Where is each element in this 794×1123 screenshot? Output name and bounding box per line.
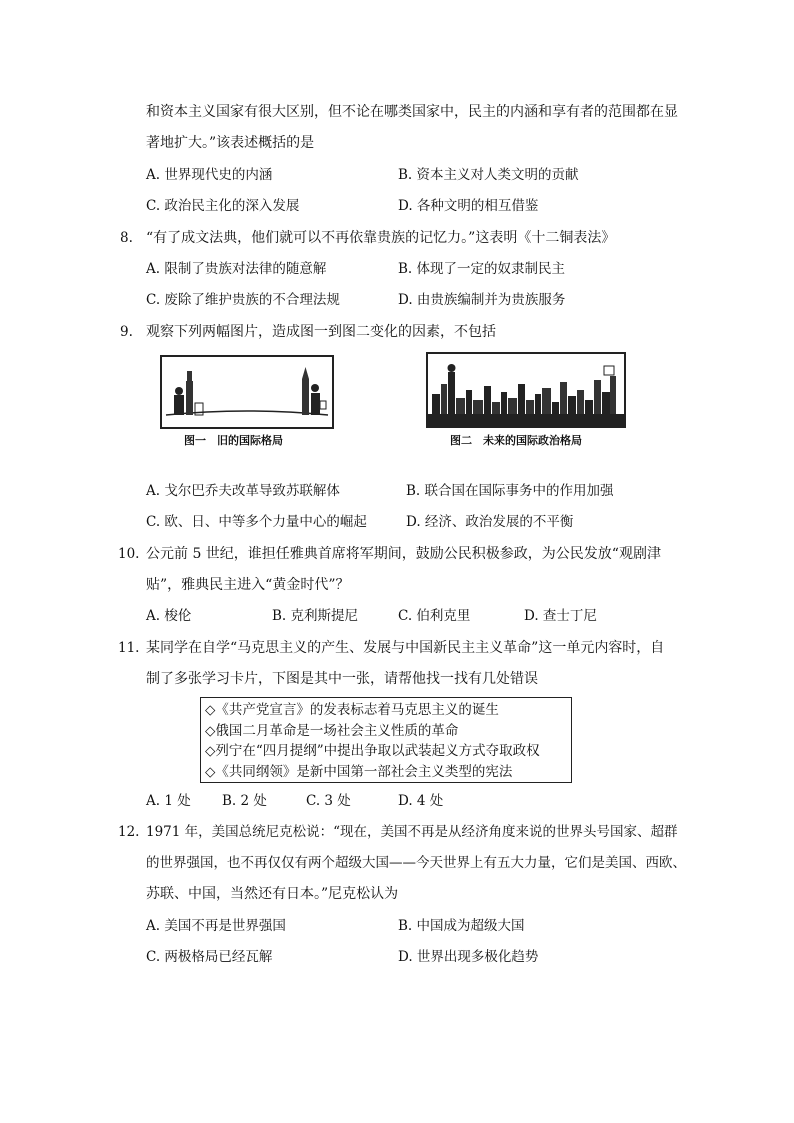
q12-number: 12.	[118, 824, 140, 840]
study-card-line-4: ◇《共同纲领》是新中国第一部社会主义类型的宪法	[205, 763, 513, 780]
study-card-line-1: ◇《共产党宣言》的发表标志着马克思主义的诞生	[205, 702, 499, 718]
figure1-caption: 图一 旧的国际格局	[184, 434, 283, 447]
q10-option-c[interactable]: C. 伯利克里	[398, 608, 471, 624]
q7-stem-line1: 和资本主义国家有很大区别，但不论在哪类国家中，民主的内涵和享有者的范围都在显	[146, 104, 678, 120]
q7-option-b[interactable]: B. 资本主义对人类文明的贡献	[398, 167, 579, 183]
q7-option-d[interactable]: D. 各种文明的相互借鉴	[398, 198, 539, 214]
figure2-illustration	[428, 354, 624, 426]
study-card	[200, 697, 572, 783]
q9-option-b[interactable]: B. 联合国在国际事务中的作用加强	[406, 483, 614, 499]
q12-option-c[interactable]: C. 两极格局已经瓦解	[146, 949, 273, 965]
q10-number: 10.	[118, 546, 140, 562]
q9-option-a[interactable]: A. 戈尔巴乔夫改革导致苏联解体	[146, 483, 340, 499]
q9-option-c[interactable]: C. 欧、日、中等多个力量中心的崛起	[146, 514, 367, 530]
q8-stem: “有了成文法典，他们就可以不再依靠贵族的记忆力。”这表明《十二铜表法》	[146, 230, 616, 246]
q12-option-a[interactable]: A. 美国不再是世界强国	[146, 918, 286, 934]
q10-stem-line1: 公元前 5 世纪，谁担任雅典首席将军期间，鼓励公民积极参政，为公民发放“观剧津	[146, 546, 661, 562]
q11-stem-line1: 某同学在自学“马克思主义的产生、发展与中国新民主主义革命”这一单元内容时，自	[146, 640, 665, 656]
study-card-line-3: ◇列宁在“四月提纲”中提出争取以武装起义方式夺取政权	[205, 743, 540, 759]
q9-option-d[interactable]: D. 经济、政治发展的不平衡	[406, 514, 574, 530]
figure2-caption: 图二 未来的国际政治格局	[450, 434, 582, 447]
q12-option-d[interactable]: D. 世界出现多极化趋势	[398, 949, 539, 965]
q12-stem-line3: 苏联、中国，当然还有日本。”尼克松认为	[146, 886, 399, 902]
figure1-illustration	[162, 357, 332, 427]
q10-option-d[interactable]: D. 查士丁尼	[524, 608, 597, 624]
q8-number: 8.	[120, 230, 133, 246]
q11-stem-line2: 制了多张学习卡片，下图是其中一张，请帮他找一找有几处错误	[146, 671, 538, 687]
q7-stem-line2: 著地扩大。”该表述概括的是	[146, 135, 315, 151]
q12-stem-line1: 1971 年，美国总统尼克松说：“现在，美国不再是从经济角度来说的世界头号国家、超群	[146, 824, 678, 840]
q11-number: 11.	[118, 640, 140, 656]
q9-number: 9.	[120, 324, 133, 340]
figure2-future-pattern	[426, 352, 626, 428]
q7-option-a[interactable]: A. 世界现代史的内涵	[146, 167, 273, 183]
q12-stem-line2: 的世界强国，也不再仅仅有两个超级大国——今天世界上有五大力量，它们是美国、西欧、	[146, 855, 686, 871]
q8-option-d[interactable]: D. 由贵族编制并为贵族服务	[398, 292, 566, 308]
q7-option-c[interactable]: C. 政治民主化的深入发展	[146, 198, 300, 214]
study-card-line-2: ◇俄国二月革命是一场社会主义性质的革命	[205, 722, 459, 739]
q10-option-a[interactable]: A. 梭伦	[146, 608, 192, 624]
q8-option-b[interactable]: B. 体现了一定的奴隶制民主	[398, 261, 566, 277]
q11-option-c[interactable]: C. 3 处	[306, 793, 351, 809]
q10-option-b[interactable]: B. 克利斯提尼	[272, 608, 359, 624]
q8-option-c[interactable]: C. 废除了维护贵族的不合理法规	[146, 292, 340, 308]
q10-stem-line2: 贴”，雅典民主进入“黄金时代”？	[146, 577, 350, 593]
q8-option-a[interactable]: A. 限制了贵族对法律的随意解	[146, 261, 327, 277]
q11-option-a[interactable]: A. 1 处	[146, 793, 191, 809]
q11-option-d[interactable]: D. 4 处	[398, 793, 444, 809]
figure1-old-pattern	[160, 355, 334, 429]
q11-option-b[interactable]: B. 2 处	[222, 793, 267, 809]
q9-stem: 观察下列两幅图片，造成图一到图二变化的因素，不包括	[146, 324, 496, 340]
q12-option-b[interactable]: B. 中国成为超级大国	[398, 918, 525, 934]
